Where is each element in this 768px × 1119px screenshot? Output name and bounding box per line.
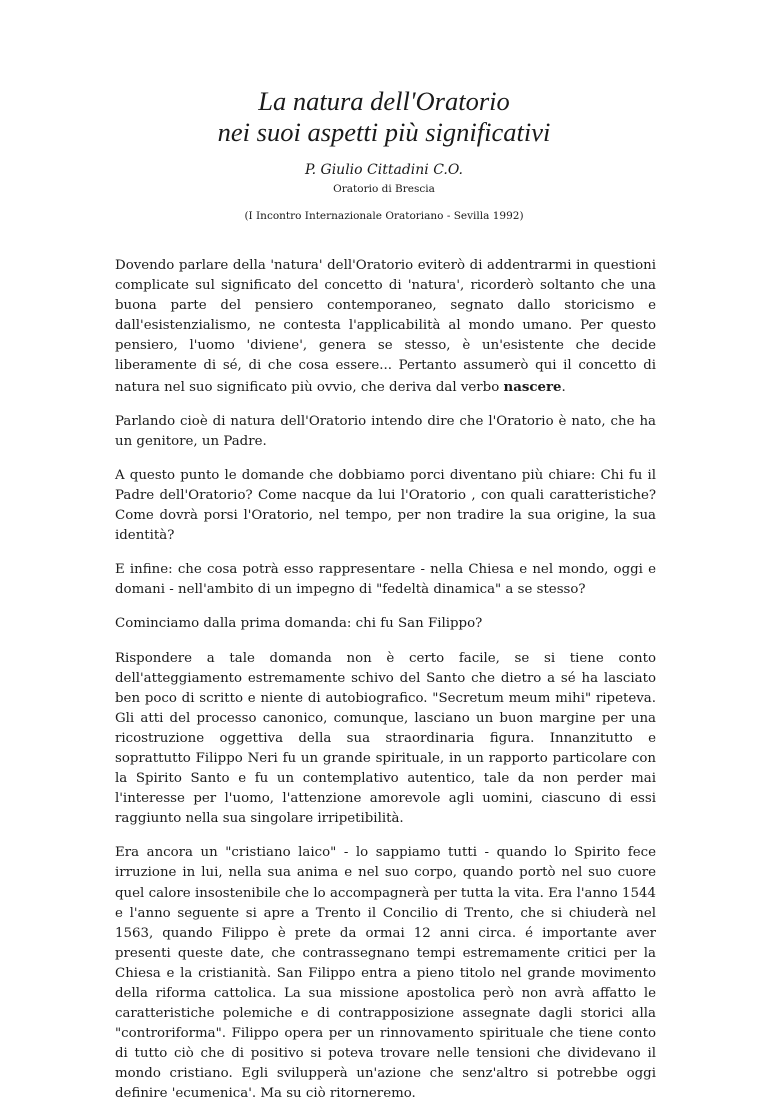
paragraph-1 xyxy=(115,256,656,398)
title-line-2: nei suoi aspetti più significativi xyxy=(217,117,551,147)
paragraph-6: Rispondere a tale domanda non è certo facile, se si tiene conto dell'atteggiamento estremamente schivo del Santo che dietro a sé ha lasciato ben poco di scritto e niente di autobiografico. "Secretum meum mihi" ripeteva. Gli atti del processo canonico, comunque, lasciano un buon margine per una ricostruzione oggettiva della sua straordinaria figura. Innanzitutto e soprattutto Filippo Neri fu un grande spirituale, in un rapporto particolare con la Spirito Santo e fu un contemplativo autentico, tale da non perder mai l'interesse per l'uomo, l'attenzione amorevole agli uomini, ciascuno di essi raggiunto nella sua singolare irripetibilità. xyxy=(115,650,656,827)
paragraph-4: E infine: che cosa potrà esso rappresentare - nella Chiesa e nel mondo, oggi e domani - nell'ambito di un impegno di "fedeltà dinamica" a se stesso? xyxy=(115,562,656,598)
paragraph-3: A questo punto le domande che dobbiamo porci diventano più chiare: Chi fu il Padre dell'Oratorio? Come nacque da lui l'Oratorio , con quali caratteristiche? Come dovrà porsi l'Oratorio, nel tempo, per non tradire la sua origine, la sua identità? xyxy=(115,467,656,544)
document-body xyxy=(115,256,656,1119)
paragraph-1-text: Dovendo parlare della 'natura' dell'Oratorio eviterò di addentrarmi in questioni complicate sul significato del concetto di 'natura', ricorderò soltanto che una buona parte del pensiero contemporaneo, segnato dallo storicismo e dall'esistenzialismo, ne contesta l'applicabilità al mondo umano. Per questo pensiero, l'uomo 'diviene', genera se stesso, è un'esistente che decide liberamente di sé, di che cosa essere... Pertanto assumerò qui il concetto di natura nel suo significato più ovvio, che deriva dal verbo xyxy=(115,258,656,395)
paragraph-1-end: . xyxy=(561,379,566,395)
author-name: P. Giulio Cittadini C.O. xyxy=(305,162,463,178)
title-line-1: La natura dell'Oratorio xyxy=(258,86,510,116)
author-affiliation: Oratorio di Brescia xyxy=(333,183,435,195)
paragraph-7: Era ancora un "cristiano laico" - lo sappiamo tutti - quando lo Spirito fece irruzione in lui, nella sua anima e nel suo corpo, quando portò nel suo cuore quel calore insostenibile che lo accompagnerà per tutta la vita. Era l'anno 1544 e l'anno seguente si apre a Trento il Concilio di Trento, che si chiuderà nel 1563, quando Filippo è prete da ormai 12 anni circa. é importante aver presenti queste date, che contrassegnano tempi estremamente critici per la Chiesa e la cristianità. San Filippo entra a pieno titolo nel grande movimento della riforma cattolica. La sua missione apostolica però non avrà affatto le caratteristiche polemiche e di contrapposizione assegnate dagli storici alla "controriforma". Filippo opera per un rinnovamento spirituale che tiene conto di tutto ciò che di positivo si poteva trovare nelle tensioni che dividevano il mondo cristiano. Egli svilupperà un'azione che senz'altro si potrebbe oggi definire 'ecumenica'. Ma su ciò ritorneremo. xyxy=(115,845,656,1102)
event-note: (I Incontro Internazionale Oratoriano - Sevilla 1992) xyxy=(244,210,524,222)
paragraph-2: Parlando cioè di natura dell'Oratorio intendo dire che l'Oratorio è nato, che ha un genitore, un Padre. xyxy=(115,413,656,449)
paragraph-5: Cominciamo dalla prima domanda: chi fu San Filippo? xyxy=(115,616,483,632)
paragraph-1-bold-word: nascere xyxy=(503,378,562,395)
document-title xyxy=(0,86,768,148)
